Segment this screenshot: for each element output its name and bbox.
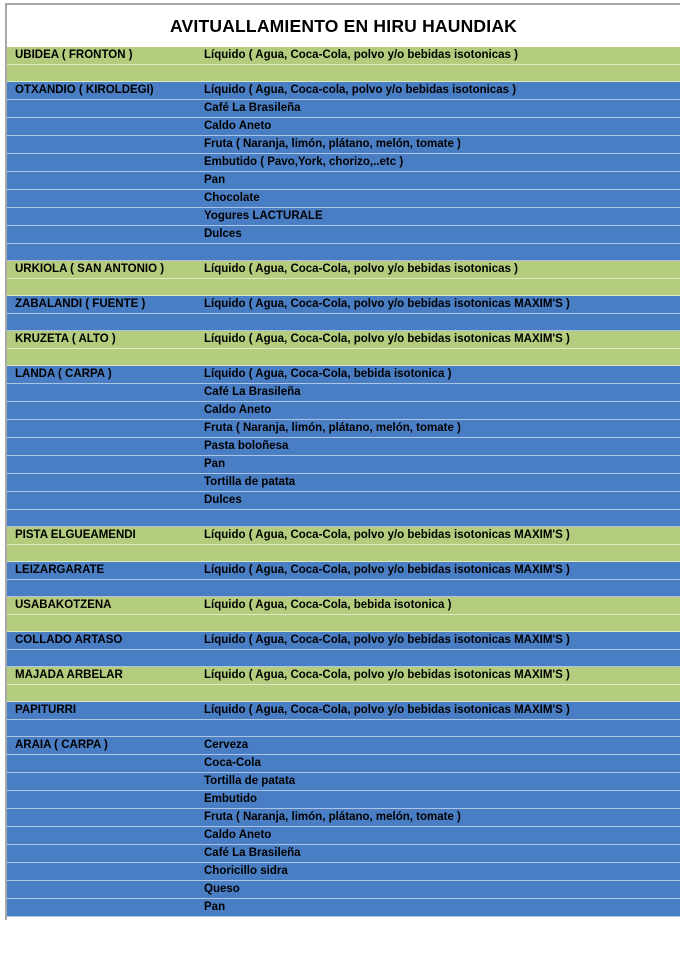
spacer-cell [199, 685, 680, 701]
block-spacer-row [7, 720, 680, 737]
spacer-cell [7, 279, 199, 295]
place-name-cell-empty [7, 827, 199, 844]
table-row [7, 331, 680, 349]
supply-item-cell: Líquido ( Agua, Coca-cola, polvo y/o bebidas isotonicas ) [204, 84, 517, 96]
spacer-cell [7, 580, 199, 596]
place-name-cell-empty [7, 100, 199, 117]
table-row [7, 845, 680, 863]
supply-item-cell: Cerveza [204, 739, 249, 751]
table-row [7, 773, 680, 791]
block-spacer-row [7, 685, 680, 702]
place-name-cell: ARAIA ( CARPA ) [15, 739, 108, 751]
table-row [7, 420, 680, 438]
place-name-cell-empty [7, 456, 199, 473]
supply-item-cell: Café La Brasileña [204, 102, 301, 114]
table-row [7, 402, 680, 420]
table-row [7, 492, 680, 510]
table-row [7, 154, 680, 172]
spacer-cell [199, 65, 680, 81]
block-spacer-row [7, 580, 680, 597]
table-row [7, 261, 680, 279]
place-name-cell-empty [7, 809, 199, 826]
table-row [7, 438, 680, 456]
spacer-cell [199, 349, 680, 365]
table-row [7, 899, 680, 917]
supply-item-cell: Líquido ( Agua, Coca-Cola, polvo y/o bebidas isotonicas MAXIM'S ) [204, 298, 570, 310]
place-name-cell-empty [7, 154, 199, 171]
supply-item-cell: Caldo Aneto [204, 404, 272, 416]
supply-item-cell: Yogures LACTURALE [204, 210, 323, 222]
place-name-cell-empty [7, 402, 199, 419]
place-name-cell: PAPITURRI [15, 704, 77, 716]
table-row [7, 881, 680, 899]
table-row [7, 100, 680, 118]
spacer-cell [199, 580, 680, 596]
table-row [7, 384, 680, 402]
place-name-cell-empty [7, 474, 199, 491]
table-row [7, 208, 680, 226]
spacer-cell [199, 279, 680, 295]
supply-item-cell: Embutido ( Pavo,York, chorizo,..etc ) [204, 156, 404, 168]
table-row [7, 791, 680, 809]
place-name-cell: URKIOLA ( SAN ANTONIO ) [15, 263, 165, 275]
place-name-cell-empty [7, 899, 199, 916]
supply-item-cell: Dulces [204, 494, 242, 506]
supply-item-cell: Embutido [204, 793, 258, 805]
place-name-cell-empty [7, 881, 199, 898]
block-spacer-row [7, 65, 680, 82]
supply-item-cell: Líquido ( Agua, Coca-Cola, polvo y/o bebidas isotonicas ) [204, 49, 518, 61]
spacer-cell [7, 510, 199, 526]
table-row [7, 456, 680, 474]
place-name-cell-empty [7, 863, 199, 880]
spacer-cell [199, 314, 680, 330]
table-row [7, 632, 680, 650]
place-name-cell: KRUZETA ( ALTO ) [15, 333, 116, 345]
supply-item-cell: Pan [204, 174, 226, 186]
supply-item-cell: Dulces [204, 228, 242, 240]
place-name-cell-empty [7, 755, 199, 772]
table-row [7, 190, 680, 208]
supply-item-cell: Líquido ( Agua, Coca-Cola, bebida isotonica ) [204, 599, 452, 611]
spacer-cell [7, 244, 199, 260]
table-row [7, 47, 680, 65]
supply-item-cell: Líquido ( Agua, Coca-Cola, polvo y/o bebidas isotonicas MAXIM'S ) [204, 529, 570, 541]
supply-item-cell: Pan [204, 458, 226, 470]
avituallamiento-table [5, 3, 680, 920]
spacer-cell [199, 244, 680, 260]
block-spacer-row [7, 244, 680, 261]
table-row [7, 702, 680, 720]
place-name-cell: OTXANDIO ( KIROLDEGI) [15, 84, 154, 96]
place-name-cell: UBIDEA ( FRONTON ) [15, 49, 133, 61]
place-name-cell: COLLADO ARTASO [15, 634, 123, 646]
table-row [7, 597, 680, 615]
supply-item-cell: Caldo Aneto [204, 829, 272, 841]
supply-item-cell: Coca-Cola [204, 757, 261, 769]
spacer-cell [7, 349, 199, 365]
supply-item-cell: Líquido ( Agua, Coca-Cola, polvo y/o bebidas isotonicas MAXIM'S ) [204, 669, 570, 681]
table-row [7, 172, 680, 190]
table-row [7, 809, 680, 827]
table-row [7, 667, 680, 685]
place-name-cell-empty [7, 172, 199, 189]
table-row [7, 737, 680, 755]
spacer-cell [199, 720, 680, 736]
table-row [7, 226, 680, 244]
table-row [7, 366, 680, 384]
table-bottom-edge [7, 917, 680, 920]
supply-item-cell: Pan [204, 901, 226, 913]
supply-item-cell: Queso [204, 883, 240, 895]
table-row [7, 474, 680, 492]
table-title-row [7, 5, 680, 47]
spacer-cell [7, 314, 199, 330]
table-body [7, 47, 680, 917]
spacer-cell [199, 545, 680, 561]
supply-item-cell: Líquido ( Agua, Coca-Cola, polvo y/o bebidas isotonicas MAXIM'S ) [204, 333, 570, 345]
supply-item-cell: Líquido ( Agua, Coca-Cola, polvo y/o bebidas isotonicas MAXIM'S ) [204, 704, 570, 716]
block-spacer-row [7, 545, 680, 562]
supply-item-cell: Café La Brasileña [204, 386, 301, 398]
place-name-cell: PISTA ELGUEAMENDI [15, 529, 136, 541]
spacer-cell [7, 720, 199, 736]
spacer-cell [7, 650, 199, 666]
spacer-cell [7, 615, 199, 631]
table-row [7, 755, 680, 773]
place-name-cell-empty [7, 226, 199, 243]
supply-item-cell: Tortilla de patata [204, 775, 296, 787]
block-spacer-row [7, 615, 680, 632]
page-title: AVITUALLAMIENTO EN HIRU HAUNDIAK [170, 15, 517, 36]
place-name-cell-empty [7, 118, 199, 135]
place-name-cell-empty [7, 438, 199, 455]
supply-item-cell: Choricillo sidra [204, 865, 288, 877]
supply-item-cell: Pasta boloñesa [204, 440, 289, 452]
spacer-cell [199, 510, 680, 526]
spacer-cell [7, 685, 199, 701]
place-name-cell: MAJADA ARBELAR [15, 669, 123, 681]
supply-item-cell: Café La Brasileña [204, 847, 301, 859]
place-name-cell: LANDA ( CARPA ) [15, 368, 112, 380]
table-row [7, 136, 680, 154]
supply-item-cell: Chocolate [204, 192, 260, 204]
place-name-cell-empty [7, 136, 199, 153]
place-name-cell-empty [7, 384, 199, 401]
place-name-cell-empty [7, 845, 199, 862]
block-spacer-row [7, 650, 680, 667]
table-row [7, 527, 680, 545]
block-spacer-row [7, 510, 680, 527]
place-name-cell-empty [7, 492, 199, 509]
place-name-cell-empty [7, 190, 199, 207]
block-spacer-row [7, 314, 680, 331]
table-row [7, 863, 680, 881]
block-spacer-row [7, 279, 680, 296]
spacer-cell [7, 65, 199, 81]
place-name-cell-empty [7, 208, 199, 225]
place-name-cell: ZABALANDI ( FUENTE ) [15, 298, 146, 310]
supply-item-cell: Líquido ( Agua, Coca-Cola, polvo y/o bebidas isotonicas MAXIM'S ) [204, 634, 570, 646]
place-name-cell: LEIZARGARATE [15, 564, 105, 576]
supply-item-cell: Líquido ( Agua, Coca-Cola, polvo y/o bebidas isotonicas MAXIM'S ) [204, 564, 570, 576]
supply-item-cell: Fruta ( Naranja, limón, plátano, melón, tomate ) [204, 138, 461, 150]
supply-item-cell: Fruta ( Naranja, limón, plátano, melón, tomate ) [204, 422, 461, 434]
table-row [7, 118, 680, 136]
supply-item-cell: Líquido ( Agua, Coca-Cola, bebida isotonica ) [204, 368, 452, 380]
place-name-cell-empty [7, 791, 199, 808]
supply-item-cell: Tortilla de patata [204, 476, 296, 488]
supply-item-cell: Caldo Aneto [204, 120, 272, 132]
table-row [7, 562, 680, 580]
place-name-cell: USABAKOTZENA [15, 599, 112, 611]
table-row [7, 82, 680, 100]
place-name-cell-empty [7, 420, 199, 437]
supply-item-cell: Líquido ( Agua, Coca-Cola, polvo y/o bebidas isotonicas ) [204, 263, 518, 275]
spacer-cell [7, 545, 199, 561]
table-row [7, 827, 680, 845]
spacer-cell [199, 650, 680, 666]
block-spacer-row [7, 349, 680, 366]
place-name-cell-empty [7, 773, 199, 790]
spacer-cell [199, 615, 680, 631]
supply-item-cell: Fruta ( Naranja, limón, plátano, melón, tomate ) [204, 811, 461, 823]
table-row [7, 296, 680, 314]
